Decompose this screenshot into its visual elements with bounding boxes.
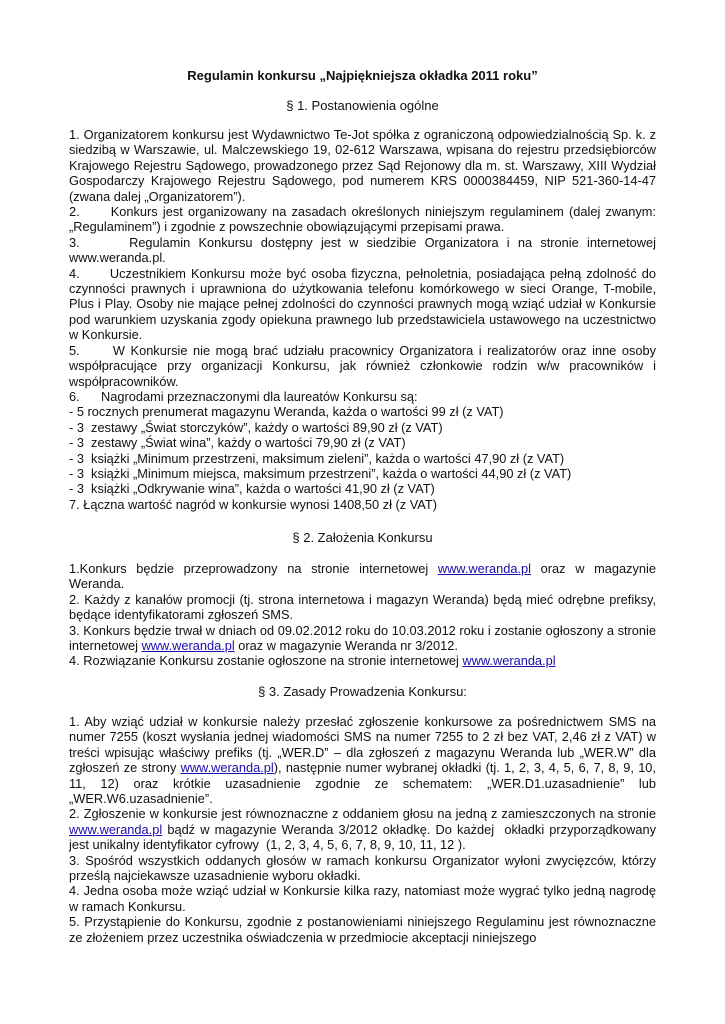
prize-item: - 3 zestawy „Świat storczyków”, każdy o wartości 89,90 zł (z VAT) [69,419,443,435]
text: 1. Aby wziąć udział w konkursie należy przesłać zgłoszenie konkursowe za pośrednictwem SMS na numer 7255 (koszt wysłania jednej wiadomości SMS na numer 7255 to 2 zł bez VAT, 2,46 zł z VAT) w treści wpisując właściwy prefiks (tj. „WER.D” – dla zgłoszeń z magazynu Weranda lub „WER.W” dla zgłoszeń ze strony [69,714,656,776]
section-2-body [69,561,656,669]
paragraph: 2. Konkurs jest organizowany na zasadach określonych niniejszym regulaminem (dalej zwanym: „Regulaminem”) i zgodnie z powszechnie obowiązującymi przepisami prawa. [69,204,656,235]
paragraph: 3. Regulamin Konkursu dostępny jest w siedzibie Organizatora i na stronie internetowej www.weranda.pl. [69,234,656,266]
paragraph: 4. Uczestnikiem Konkursu może być osoba fizyczna, pełnoletnia, posiadająca pełną zdolność do czynności prawnych i uprawniona do użytkowania telefonu komórkowego w sieci Orange, T-mobile, Plus i Play. Osoby nie mające pełnej zdolności do czynności prawnych mogą wziąć udział w Konkursie pod warunkiem uzyskania zgody opiekuna prawnego lub przedstawiciela ustawowego na uczestnictwo w Konkursie. [69,265,656,343]
text: 3. Konkurs będzie trwał w dniach od 09.02.2012 roku do 10.03.2012 roku i zostanie ogłoszony a stronie internetowej [69,622,656,654]
prize-item: - 5 rocznych prenumerat magazynu Weranda, każda o wartości 99 zł (z VAT) [69,404,504,420]
paragraph [69,714,656,806]
prize-item: - 3 zestawy „Świat wina”, każdy o wartości 79,90 zł (z VAT) [69,435,406,451]
section-1-body [69,127,656,512]
paragraph: 4. Jedna osoba może wziąć udział w Konkursie kilka razy, natomiast może wygrać tylko jedną nagrodę w ramach Konkursu. [69,883,656,914]
weranda-link[interactable]: www.weranda.pl [69,821,163,837]
paragraph: 5. W Konkursie nie mogą brać udziału pracownicy Organizatora i realizatorów oraz inne osoby współpracujące przy organizacji Konkursu, jak również członkowie rodzin w/w pracowników i współpracowników. [69,342,656,389]
text: 4. Rozwiązanie Konkursu zostanie ogłoszone na stronie internetowej [69,653,463,669]
text: oraz w magazynie Weranda nr 3/2012. [234,638,458,654]
text: oraz w magazynie Weranda. [69,561,657,592]
paragraph: 7. Łączna wartość nagród w konkursie wynosi 1408,50 zł (z VAT) [69,496,437,512]
weranda-link[interactable]: www.weranda.pl [141,638,235,654]
weranda-link[interactable]: www.weranda.pl [180,760,274,776]
paragraph: 1. Organizatorem konkursu jest Wydawnictwo Te-Jot spółka z ograniczoną odpowiedzialnością Sp. k. z siedzibą w Warszawie, ul. Malczewskiego 19, 02-612 Warszawa, wpisana do rejestru przedsiębiorców Krajowego Rejestru Sądowego, prowadzonego przez Sąd Rejonowy dla m. st. Warszawy, XIII Wydział Gospodarczy Krajowego Rejestru Sądowego, pod numerem KRS 0000384459, NIP 521-360-14-47 (zwana dalej „Organizatorem”). [69,127,656,204]
section-3-heading: § 3. Zasady Prowadzenia Konkursu: [258,684,467,699]
prize-item: - 3 książki „Odkrywanie wina”, każda o wartości 41,90 zł (z VAT) [69,481,435,497]
prize-item: - 3 książki „Minimum miejsca, maksimum przestrzeni”, każda o wartości 44,90 zł (z VAT) [69,465,572,481]
section-1-heading: § 1. Postanowienia ogólne [286,98,439,113]
weranda-link[interactable]: www.weranda.pl [462,653,556,669]
document-title: Regulamin konkursu „Najpiękniejsza okładka 2011 roku” [187,68,538,83]
paragraph [69,623,656,654]
paragraph: 3. Spośród wszystkich oddanych głosów w ramach konkursu Organizator wyłoni zwycięzców, którzy prześlą najciekawsze uzasadnienie wyboru okładki. [69,852,656,884]
paragraph [69,561,656,592]
paragraph: 6. Nagrodami przeznaczonymi dla laureatów Konkursu są: [69,388,418,404]
weranda-link[interactable]: www.weranda.pl [437,561,532,576]
paragraph: 2. Każdy z kanałów promocji (tj. strona internetowa i magazyn Weranda) będą mieć odrębne prefiksy, będące identyfikatorami zgłoszeń SMS. [69,591,656,623]
section-2-heading: § 2. Założenia Konkursu [292,530,433,545]
paragraph: 5. Przystąpienie do Konkursu, zgodnie z postanowieniami niniejszego Regulaminu jest równoznaczne ze złożeniem przez uczestnika oświadczenia w przedmiocie akceptacji niniejszego [69,914,656,945]
prize-item: - 3 książki „Minimum przestrzeni, maksimum zieleni”, każda o wartości 47,90 zł (z VAT) [69,450,565,466]
text: 2. Zgłoszenie w konkursie jest równoznaczne z oddaniem głosu na jedną z zamieszczonych na stronie [69,806,656,822]
text: ), następnie numer wybranej okładki (tj. 1, 2, 3, 4, 5, 6, 7, 8, 9, 10, 11, 12) oraz krótkie uzasadnienie zgodnie ze schematem: „WER.D1.uzasadnienie” lub „WER.W6.uzasadnienie”. [69,760,656,807]
section-3-body [69,714,656,945]
paragraph [69,653,656,668]
paragraph [69,806,656,852]
text: 1.Konkurs będzie przeprowadzony na stronie internetowej [69,561,438,576]
text: bądź w magazynie Weranda 3/2012 okładkę. Do każdej okładki przyporządkowany jest unikalny identyfikator cyfrowy (1, 2, 3, 4, 5, 6, 7, 8, 9, 10, 11, 12 ). [69,821,656,853]
